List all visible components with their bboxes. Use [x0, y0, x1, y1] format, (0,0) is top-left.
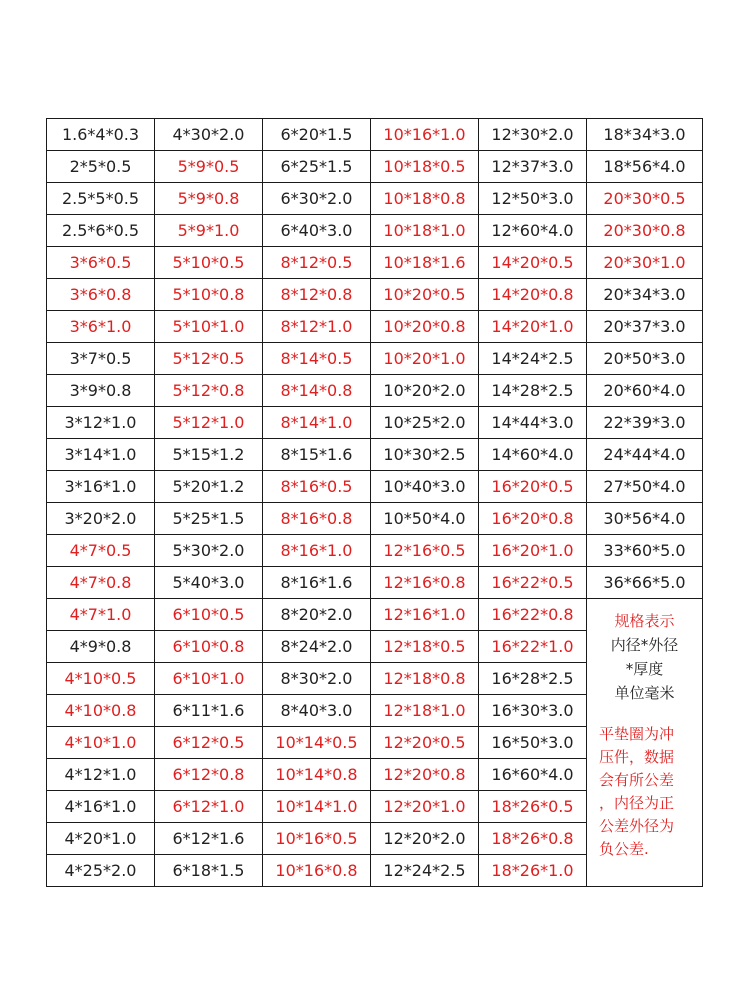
spec-cell: 3*6*1.0: [47, 311, 155, 343]
spec-cell: 12*16*0.8: [371, 567, 479, 599]
spec-cell: 8*15*1.6: [263, 439, 371, 471]
table-row: [47, 375, 703, 407]
spec-cell: 16*50*3.0: [479, 727, 587, 759]
spec-cell: 10*14*0.5: [263, 727, 371, 759]
table-row: [47, 535, 703, 567]
spec-cell: 4*25*2.0: [47, 855, 155, 887]
spec-cell: 6*11*1.6: [155, 695, 263, 727]
spec-cell: 20*60*4.0: [587, 375, 703, 407]
table-row: [47, 599, 703, 631]
spec-cell: 5*9*0.5: [155, 151, 263, 183]
table-row: [47, 439, 703, 471]
spec-cell: 5*40*3.0: [155, 567, 263, 599]
spec-cell: 14*60*4.0: [479, 439, 587, 471]
spec-cell: 8*14*0.8: [263, 375, 371, 407]
spec-cell: 10*30*2.5: [371, 439, 479, 471]
spec-cell: 10*50*4.0: [371, 503, 479, 535]
spec-cell: 4*10*1.0: [47, 727, 155, 759]
table-row: [47, 247, 703, 279]
spec-cell: 16*22*1.0: [479, 631, 587, 663]
spec-cell: 6*12*0.5: [155, 727, 263, 759]
spec-cell: 20*34*3.0: [587, 279, 703, 311]
tolerance-note-line: 会有所公差: [599, 771, 675, 789]
table-row: [47, 119, 703, 151]
spec-cell: 5*12*1.0: [155, 407, 263, 439]
spec-cell: 8*40*3.0: [263, 695, 371, 727]
spec-cell: 5*12*0.8: [155, 375, 263, 407]
spec-cell: 1.6*4*0.3: [47, 119, 155, 151]
spec-cell: 5*9*1.0: [155, 215, 263, 247]
spec-cell: 8*20*2.0: [263, 599, 371, 631]
spec-cell: 6*12*1.0: [155, 791, 263, 823]
spec-cell: 16*22*0.8: [479, 599, 587, 631]
table-row: [47, 343, 703, 375]
spec-cell: 10*20*2.0: [371, 375, 479, 407]
table-row: [47, 215, 703, 247]
spec-cell: 8*24*2.0: [263, 631, 371, 663]
spec-cell: 10*20*0.5: [371, 279, 479, 311]
note-line: 单位毫米: [614, 684, 675, 702]
spec-cell: 27*50*4.0: [587, 471, 703, 503]
spec-cell: 10*25*2.0: [371, 407, 479, 439]
spec-cell: 2*5*0.5: [47, 151, 155, 183]
spec-cell: 12*18*1.0: [371, 695, 479, 727]
spec-cell: 20*30*0.8: [587, 215, 703, 247]
spec-cell: 12*30*2.0: [479, 119, 587, 151]
spec-cell: 5*20*1.2: [155, 471, 263, 503]
spec-cell: 3*6*0.8: [47, 279, 155, 311]
spec-cell: 33*60*5.0: [587, 535, 703, 567]
spec-cell: 5*9*0.8: [155, 183, 263, 215]
spec-cell: 20*50*3.0: [587, 343, 703, 375]
spec-cell: 10*18*0.8: [371, 183, 479, 215]
table-row: [47, 279, 703, 311]
spec-cell: 18*26*0.8: [479, 823, 587, 855]
spec-cell: 18*34*3.0: [587, 119, 703, 151]
spec-cell: 8*16*0.8: [263, 503, 371, 535]
spec-cell: 8*14*0.5: [263, 343, 371, 375]
spec-cell: 4*7*0.5: [47, 535, 155, 567]
spec-cell: 18*26*1.0: [479, 855, 587, 887]
spec-cell: 12*16*0.5: [371, 535, 479, 567]
spec-cell: 6*10*0.5: [155, 599, 263, 631]
spec-cell: 6*12*1.6: [155, 823, 263, 855]
spec-cell: 8*12*1.0: [263, 311, 371, 343]
spec-cell: 3*14*1.0: [47, 439, 155, 471]
spec-cell: 6*18*1.5: [155, 855, 263, 887]
spec-note-cell: [587, 599, 703, 887]
spec-cell: 4*7*0.8: [47, 567, 155, 599]
spec-cell: 3*6*0.5: [47, 247, 155, 279]
spec-cell: 16*20*1.0: [479, 535, 587, 567]
spec-cell: 5*30*2.0: [155, 535, 263, 567]
spec-cell: 16*60*4.0: [479, 759, 587, 791]
spec-cell: 18*56*4.0: [587, 151, 703, 183]
spec-cell: 8*16*1.6: [263, 567, 371, 599]
spec-cell: 12*16*1.0: [371, 599, 479, 631]
spec-cell: 6*30*2.0: [263, 183, 371, 215]
spec-cell: 10*14*1.0: [263, 791, 371, 823]
spec-cell: 12*50*3.0: [479, 183, 587, 215]
spec-cell: 14*28*2.5: [479, 375, 587, 407]
tolerance-note: [591, 723, 698, 861]
spec-cell: 10*20*1.0: [371, 343, 479, 375]
spec-cell: 22*39*3.0: [587, 407, 703, 439]
spec-cell: 30*56*4.0: [587, 503, 703, 535]
tolerance-note-line: ，内径为正: [599, 794, 675, 812]
table-row: [47, 407, 703, 439]
spec-cell: 12*60*4.0: [479, 215, 587, 247]
spec-cell: 4*16*1.0: [47, 791, 155, 823]
spec-cell: 6*40*3.0: [263, 215, 371, 247]
spec-cell: 5*15*1.2: [155, 439, 263, 471]
spec-cell: 20*30*1.0: [587, 247, 703, 279]
spec-cell: 3*9*0.8: [47, 375, 155, 407]
spec-cell: 16*30*3.0: [479, 695, 587, 727]
spec-cell: 4*10*0.5: [47, 663, 155, 695]
table-row: [47, 183, 703, 215]
table-row: [47, 503, 703, 535]
note-title: 规格表示: [614, 612, 675, 630]
spec-cell: 5*10*1.0: [155, 311, 263, 343]
spec-cell: 20*37*3.0: [587, 311, 703, 343]
spec-cell: 3*7*0.5: [47, 343, 155, 375]
spec-cell: 10*18*1.0: [371, 215, 479, 247]
table-row: [47, 567, 703, 599]
spec-cell: 16*20*0.5: [479, 471, 587, 503]
tolerance-note-line: 公差外径为: [599, 817, 675, 835]
spec-cell: 3*20*2.0: [47, 503, 155, 535]
spec-cell: 10*18*0.5: [371, 151, 479, 183]
spec-cell: 12*18*0.8: [371, 663, 479, 695]
spec-cell: 3*16*1.0: [47, 471, 155, 503]
spec-cell: 6*25*1.5: [263, 151, 371, 183]
spec-cell: 12*20*0.8: [371, 759, 479, 791]
spec-cell: 10*16*0.8: [263, 855, 371, 887]
spec-cell: 4*9*0.8: [47, 631, 155, 663]
spec-cell: 4*10*0.8: [47, 695, 155, 727]
spec-cell: 10*18*1.6: [371, 247, 479, 279]
spec-cell: 12*20*1.0: [371, 791, 479, 823]
tolerance-note-line: 负公差.: [599, 840, 649, 858]
spec-cell: 12*37*3.0: [479, 151, 587, 183]
spec-cell: 2.5*6*0.5: [47, 215, 155, 247]
spec-cell: 10*16*1.0: [371, 119, 479, 151]
note-line: 内径*外径: [610, 636, 679, 654]
spec-cell: 16*28*2.5: [479, 663, 587, 695]
spec-cell: 12*24*2.5: [371, 855, 479, 887]
spec-cell: 2.5*5*0.5: [47, 183, 155, 215]
spec-cell: 14*20*1.0: [479, 311, 587, 343]
spec-cell: 12*20*2.0: [371, 823, 479, 855]
spec-cell: 6*10*0.8: [155, 631, 263, 663]
spec-cell: 8*12*0.5: [263, 247, 371, 279]
table-row: [47, 311, 703, 343]
spec-cell: 10*20*0.8: [371, 311, 479, 343]
spec-cell: 8*14*1.0: [263, 407, 371, 439]
spec-cell: 8*30*2.0: [263, 663, 371, 695]
spec-cell: 8*12*0.8: [263, 279, 371, 311]
spec-cell: 14*44*3.0: [479, 407, 587, 439]
spec-cell: 12*20*0.5: [371, 727, 479, 759]
spec-cell: 10*16*0.5: [263, 823, 371, 855]
spec-table-body: [47, 119, 703, 887]
spec-cell: 10*40*3.0: [371, 471, 479, 503]
spec-cell: 5*10*0.5: [155, 247, 263, 279]
spec-cell: 6*20*1.5: [263, 119, 371, 151]
spec-cell: 4*30*2.0: [155, 119, 263, 151]
spec-cell: 3*12*1.0: [47, 407, 155, 439]
spec-cell: 6*10*1.0: [155, 663, 263, 695]
spec-cell: 14*20*0.5: [479, 247, 587, 279]
table-row: [47, 151, 703, 183]
spec-cell: 4*12*1.0: [47, 759, 155, 791]
spec-cell: 36*66*5.0: [587, 567, 703, 599]
spec-cell: 8*16*1.0: [263, 535, 371, 567]
tolerance-note-line: 平垫圈为冲: [599, 725, 675, 743]
table-row: [47, 471, 703, 503]
spec-cell: 16*20*0.8: [479, 503, 587, 535]
tolerance-note-line: 压件，数据: [599, 748, 675, 766]
note-line: *厚度: [625, 660, 664, 678]
spec-cell: 14*24*2.5: [479, 343, 587, 375]
washer-spec-table: [46, 118, 703, 887]
spec-cell: 12*18*0.5: [371, 631, 479, 663]
spec-cell: 5*10*0.8: [155, 279, 263, 311]
spec-cell: 18*26*0.5: [479, 791, 587, 823]
spec-cell: 5*12*0.5: [155, 343, 263, 375]
spec-cell: 5*25*1.5: [155, 503, 263, 535]
spec-cell: 16*22*0.5: [479, 567, 587, 599]
spec-cell: 4*7*1.0: [47, 599, 155, 631]
spec-cell: 20*30*0.5: [587, 183, 703, 215]
spec-cell: 10*14*0.8: [263, 759, 371, 791]
spec-cell: 14*20*0.8: [479, 279, 587, 311]
spec-cell: 24*44*4.0: [587, 439, 703, 471]
spec-cell: 8*16*0.5: [263, 471, 371, 503]
spec-cell: 4*20*1.0: [47, 823, 155, 855]
spec-cell: 6*12*0.8: [155, 759, 263, 791]
